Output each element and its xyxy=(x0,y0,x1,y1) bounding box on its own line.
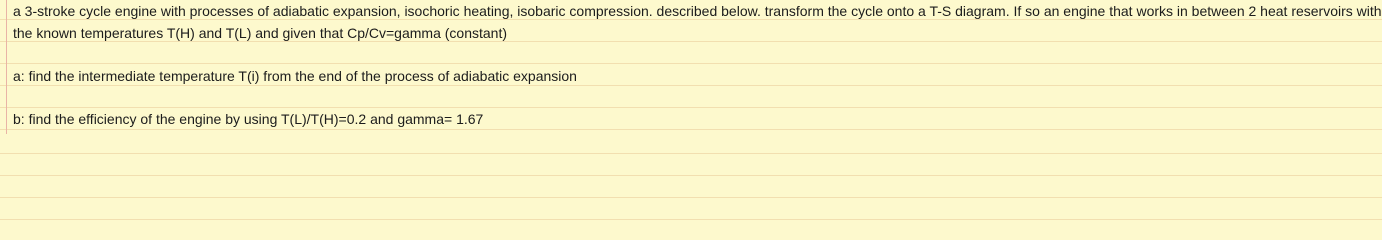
problem-statement-line-2: the known temperatures T(H) and T(L) and given that Cp/Cv=gamma (constant) xyxy=(13,25,507,41)
question-a: a: find the intermediate temperature T(i) from the end of the process of adiabatic expansion xyxy=(13,68,577,84)
problem-statement-line-1: a 3-stroke cycle engine with processes of adiabatic expansion, isochoric heating, isobaric compression. described below. transform the cycle onto a T-S diagram. If so an engine that works in between 2 heat reservoirs with xyxy=(13,3,1382,19)
question-b: b: find the efficiency of the engine by using T(L)/T(H)=0.2 and gamma= 1.67 xyxy=(13,111,484,127)
notebook-margin-line xyxy=(6,0,7,134)
